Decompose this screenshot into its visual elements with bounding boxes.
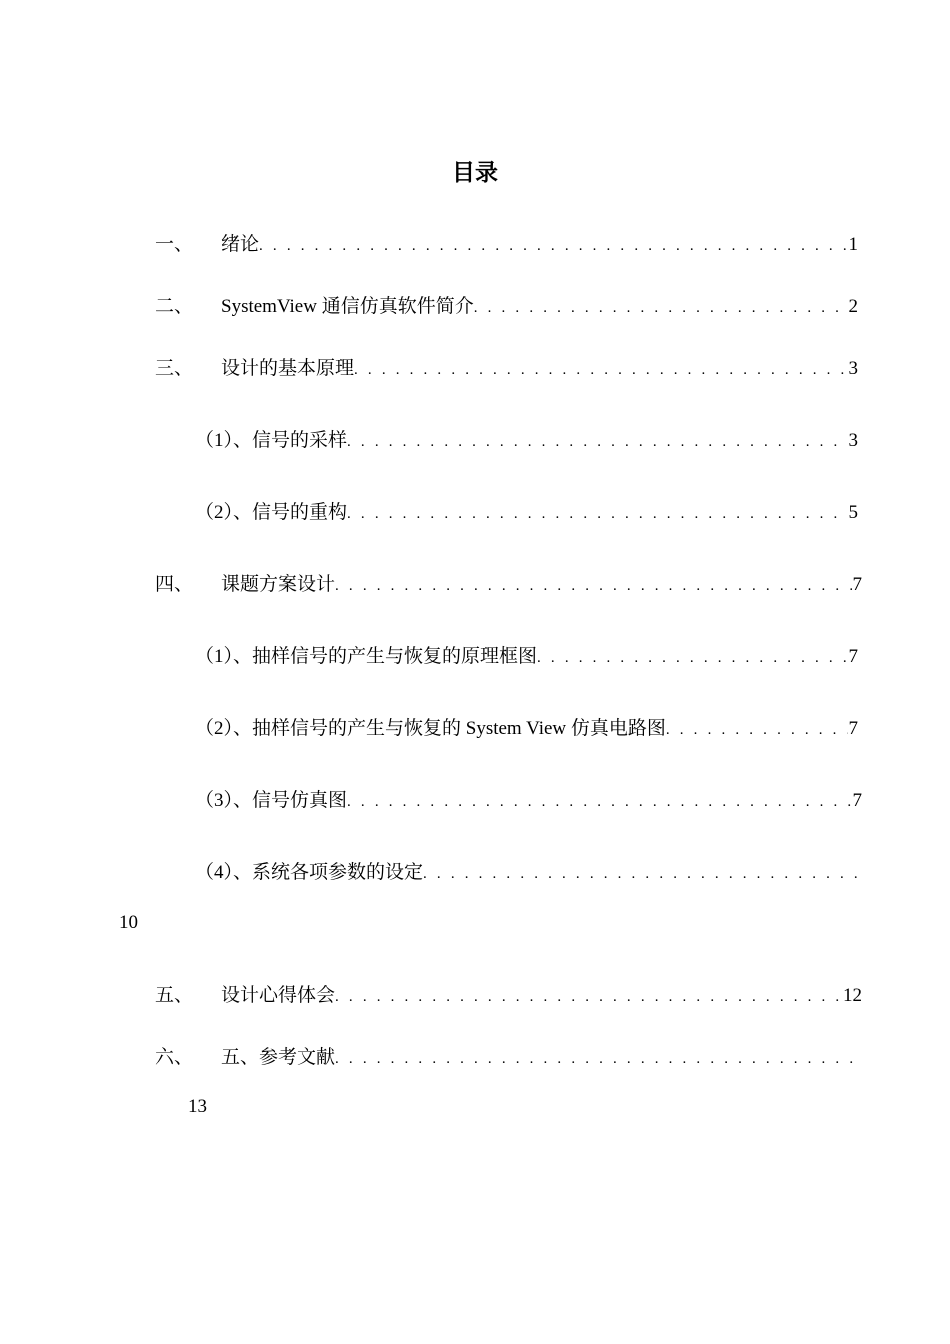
- toc-entry[interactable]: [155, 1044, 862, 1072]
- toc-entry-page: 7: [848, 718, 858, 739]
- toc-entry-page: 5: [848, 502, 858, 523]
- toc-dot-leader: [335, 1045, 861, 1073]
- toc-entry-title: （1）、信号的采样: [195, 430, 348, 451]
- toc-entry-page: 13: [188, 1096, 207, 1117]
- toc-subentry[interactable]: [195, 787, 862, 815]
- toc-entry-title: （3）、信号仿真图: [195, 790, 348, 811]
- toc-entry-title: （4）、系统各项参数的设定: [195, 862, 424, 883]
- toc-dot-leader: [347, 788, 851, 816]
- toc-entry-title: （2）、信号的重构: [195, 502, 348, 523]
- toc-dot-leader: [335, 983, 842, 1011]
- toc-entry-number: 五、: [155, 985, 194, 1006]
- toc-dot-leader: [347, 500, 847, 528]
- toc-entry-title: 设计心得体会: [221, 985, 336, 1006]
- toc-subentry[interactable]: [195, 859, 862, 887]
- toc-entry-number: 三、: [155, 358, 194, 379]
- toc-entry-page: 3: [848, 358, 858, 379]
- toc-dot-leader: [354, 356, 847, 384]
- toc-subentry[interactable]: [195, 427, 858, 455]
- toc-dot-leader: [335, 572, 851, 600]
- toc-dot-leader: [474, 294, 848, 322]
- toc-entry[interactable]: [155, 355, 858, 383]
- toc-dot-leader: [347, 428, 847, 456]
- toc-dot-leader: [666, 716, 848, 744]
- toc-entry-number: 一、: [155, 234, 194, 255]
- toc-entry-number: 二、: [155, 296, 194, 317]
- toc-entry-page: 12: [843, 985, 862, 1006]
- toc-entry-page: 7: [852, 790, 862, 811]
- toc-entry-page: 7: [848, 646, 858, 667]
- toc-entry-title: SystemView 通信仿真软件简介: [221, 296, 474, 317]
- toc-entry[interactable]: [155, 293, 858, 321]
- toc-entry-page: 7: [852, 574, 862, 595]
- toc-entry-page: 3: [848, 430, 858, 451]
- toc-entry-title: 课题方案设计: [221, 574, 336, 595]
- toc-entry-page: 2: [848, 296, 858, 317]
- toc-entry-title: 设计的基本原理: [221, 358, 355, 379]
- toc-subentry[interactable]: [195, 643, 858, 671]
- toc-entry-title: 绪论: [221, 234, 260, 255]
- toc-entry-page: 1: [848, 234, 858, 255]
- toc-dot-leader: [423, 860, 861, 888]
- page-title: 目录: [452, 160, 498, 186]
- toc-entry[interactable]: [155, 571, 862, 599]
- toc-dot-leader: [537, 644, 847, 672]
- toc-entry[interactable]: [155, 231, 858, 259]
- toc-entry[interactable]: [155, 982, 862, 1010]
- toc-entry-title: （1）、抽样信号的产生与恢复的原理框图: [195, 646, 538, 667]
- toc-subentry[interactable]: [195, 499, 858, 527]
- toc-dot-leader: [259, 232, 847, 260]
- toc-subentry[interactable]: [195, 715, 858, 743]
- toc-entry-title: 五、参考文献: [221, 1047, 336, 1068]
- toc-entry-number: 四、: [155, 574, 194, 595]
- toc-entry-number: 六、: [155, 1047, 194, 1068]
- toc-entry-page: 10: [119, 912, 138, 933]
- toc-entry-title: （2）、抽样信号的产生与恢复的 System View 仿真电路图: [195, 718, 666, 739]
